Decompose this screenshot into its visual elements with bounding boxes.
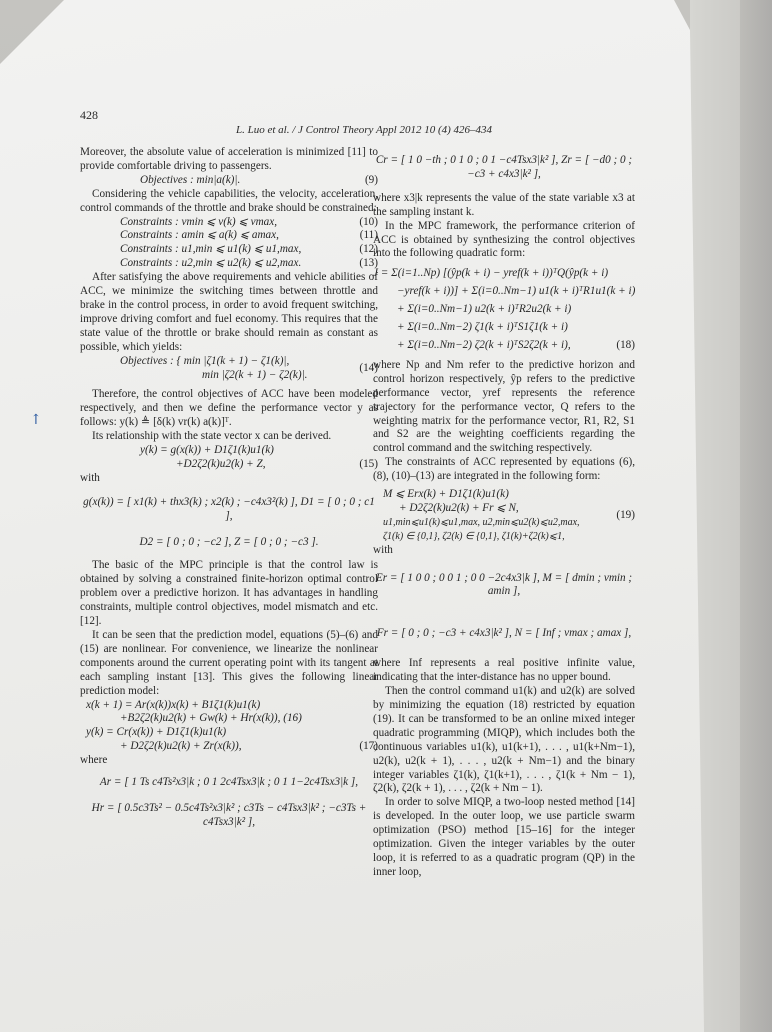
- matrix-hr: Hr = [ 0.5c3Ts² − 0.5c4Ts²x3|k² ; c3Ts − c4Tsx3|k² ; −c3Ts + c4Tsx3|k² ],: [91, 801, 367, 828]
- text-where: where: [80, 754, 108, 767]
- paragraph: where Inf represents a real positive infinite value, indicating that the inter-distance has no upper bound.: [373, 657, 635, 684]
- equation-17b: + D2ζ2(k)u2(k) + Zr(x(k)), (17): [120, 740, 378, 753]
- equation-10: Constraints : vmin ⩽ v(k) ⩽ vmax, (10): [120, 215, 378, 228]
- equation-16b: +B2ζ2(k)u2(k) + Gw(k) + Hr(x(k)), (16): [120, 712, 302, 725]
- equation-18-line1: J = Σ(i=1..Np) [(ŷp(k + i) − yref(k + i))ᵀQ(ŷp(k + i): [373, 267, 609, 280]
- matrix-er-m: Er = [ 1 0 0 ; 0 0 1 ; 0 0 −2c4x3|k ], M = [ dmin ; vmin ; amin ],: [375, 571, 633, 598]
- paragraph: where Np and Nm refer to the predictive horizon and control horizon respectively, ŷp refers to the predictive performance vector, yref represents the reference trajectory for the performance vector, Q refers to the weighting matrix for the performance vector, R1, R2, S1 and S2 are the weighting coefficients regarding the control command and the switching respectively.: [373, 358, 635, 455]
- page-number: 428: [80, 108, 98, 122]
- running-head: L. Luo et al. / J Control Theory Appl 2012 10 (4) 426–434: [236, 124, 493, 136]
- paragraph: Then the control command u1(k) and u2(k) are solved by minimizing the equation (18) restricted by equation (19). It can be transformed to be an online mixed integer quadratic programming (MIQP), which includes both the continuous variables u1(k), u1(k+1), . . . , u1(k+Nm−1), u2(k), u2(k + 1), . . . , u2(k + Nm−1) and the binary integer variables ζ1(k), ζ1(k+1), . . . , ζ1(k + Nm − 1), ζ2(k), ζ2(k + 1), . . . , ζ2(k + Nm − 1).: [373, 685, 635, 795]
- text-with: with: [373, 543, 393, 556]
- paragraph: It can be seen that the prediction model, equations (5)–(6) and (15) are nonlinear. For convenience, we linearize the nonlinear components around the current operating point with its tangent at each sampling instant [13]. This gives the following linear prediction model:: [80, 629, 378, 697]
- paragraph: The basic of the MPC principle is that the control law is obtained by solving a constrained finite-horizon optimal control problem over a predictive horizon. It has advantages in handling constraints, multiple control objectives, model mismatch and etc. [12].: [80, 559, 378, 628]
- matrix-g-d1: g(x(k)) = [ x1(k) + thx3(k) ; x2(k) ; −c4x3²(k) ], D1 = [ 0 ; 0 ; c1 ],: [83, 495, 375, 522]
- equation-12: Constraints : u1,min ⩽ u1(k) ⩽ u1,max, (12): [120, 243, 378, 256]
- paragraph: After satisfying the above requirements and vehicle abilities of ACC, we minimize the switching times between throttle and brake in the control process, in order to avoid frequent switching, improve driving comfort and fuel economy. This requires that the state value of the throttle or brake should remain as constant as possible, which yields:: [80, 271, 378, 353]
- matrix-cr-zr: Cr = [ 1 0 −th ; 0 1 0 ; 0 1 −c4Tsx3|k² ], Zr = [ −d0 ; 0 ; −c3 + c4x3|k² ],: [375, 154, 633, 180]
- equation-18-line2: −yref(k + i))] + Σ(i=0..Nm−1) u1(k + i)ᵀR1u1(k + i): [397, 285, 636, 298]
- paragraph: Moreover, the absolute value of acceleration is minimized [11] to provide comfortable driving to passengers.: [80, 146, 378, 172]
- paragraph: Considering the vehicle capabilities, the velocity, acceleration, control commands of the throttle and brake should be constrained:: [80, 187, 378, 214]
- paragraph: The constraints of ACC represented by equations (6), (8), (10)–(13) are integrated in the following form:: [373, 456, 635, 483]
- equation-18-line5: + Σ(i=0..Nm−2) ζ2(k + i)ᵀS2ζ2(k + i), (18): [397, 338, 635, 351]
- equation-16a: x(k + 1) = Ar(x(k))x(k) + B1ζ1(k)u1(k): [86, 698, 261, 711]
- paragraph: In order to solve MIQP, a two-loop nested method [14] is developed. In the outer loop, we use particle swarm optimization (PSO) method [15–16] for the integer optimization. Given the integer variables by the outer loop, it is referred to as a quadratic program (QP) in the inner loop,: [373, 796, 635, 878]
- margin-mark: ↑: [30, 412, 42, 428]
- matrix-ar: Ar = [ 1 Ts c4Ts²x3|k ; 0 1 2c4Tsx3|k ; 0 1 1−2c4Tsx3|k ],: [99, 776, 359, 789]
- equation-17a: y(k) = Cr(x(k)) + D1ζ1(k)u1(k): [86, 726, 227, 739]
- left-column: [80, 146, 378, 836]
- matrix-fr-n: Fr = [ 0 ; 0 ; −c3 + c4x3|k² ], N = [ Inf ; vmax ; amax ],: [376, 627, 632, 640]
- page-edge-back: [740, 0, 772, 1032]
- equation-13: Constraints : u2,min ⩽ u2(k) ⩽ u2,max. (13): [120, 257, 378, 270]
- equation-18-line4: + Σ(i=0..Nm−2) ζ1(k + i)ᵀS1ζ1(k + i): [397, 321, 568, 334]
- paragraph: Its relationship with the state vector x can be derived.: [92, 430, 332, 443]
- text-with: with: [80, 471, 100, 484]
- matrix-d2-z: D2 = [ 0 ; 0 ; −c2 ], Z = [ 0 ; 0 ; −c3 ].: [139, 535, 319, 548]
- paragraph: In the MPC framework, the performance criterion of ACC is obtained by synthesizing the control objectives into the following quadratic form:: [373, 219, 635, 260]
- right-column: [373, 146, 635, 880]
- equation-15a: y(k) = g(x(k)) + D1ζ1(k)u1(k): [140, 444, 274, 457]
- paragraph: Therefore, the control objectives of ACC have been modeled respectively, and then we define the performance vector y as follows: y(k) ≜ [δ(k) vr(k) a(k)]ᵀ.: [80, 388, 378, 429]
- paragraph: where x3|k represents the value of the state variable x3 at the sampling instant k.: [373, 191, 635, 218]
- equation-19: M ⩽ Erx(k) + D1ζ1(k)u1(k) + D2ζ2(k)u2(k) + Fr ⩽ N, u1,min⩽u1(k)⩽u1,max, u2,min⩽u2(k)⩽u2,max, ζ1(k) ∈ {0,1}, ζ2(k) ∈ {0,1}, ζ1(k)+ζ2(k)⩽1, (19): [383, 488, 635, 542]
- equation-14: Objectives : { min |ζ1(k + 1) − ζ1(k)|, min |ζ2(k + 1) − ζ2(k)|. (14): [120, 354, 378, 381]
- equation-11: Constraints : amin ⩽ a(k) ⩽ amax, (11): [120, 229, 378, 242]
- equation-18-line3: + Σ(i=0..Nm−1) u2(k + i)ᵀR2u2(k + i): [397, 303, 572, 316]
- equation-9: Objectives : min|a(k)|. (9): [140, 173, 378, 186]
- equation-15b: +D2ζ2(k)u2(k) + Z, (15): [176, 457, 378, 470]
